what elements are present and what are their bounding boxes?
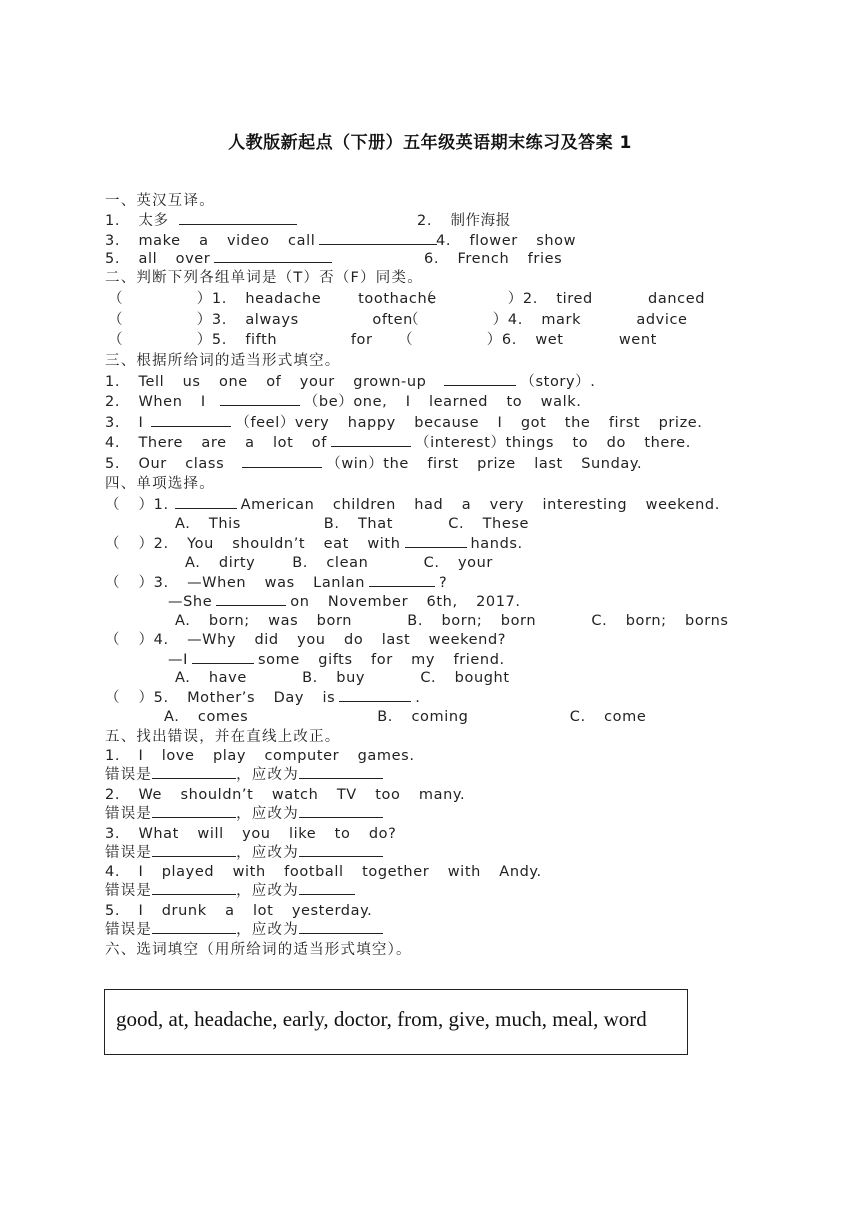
s4-q5-text: （ ）5. Mother’s Day is [105, 690, 336, 706]
answer-blank[interactable] [369, 574, 435, 587]
s1-item-5 [105, 250, 336, 268]
s3-item-2-hint: （be）one, I learned to walk. [303, 394, 582, 410]
s1-item-4: 4. flower show [436, 233, 577, 249]
s3-item-3-hint: （feel）very happy because I got the first prize. [235, 415, 703, 431]
s5-sentence-1: 1. I love play computer games. [105, 748, 415, 764]
section-5-heading: 五、找出错误，并在直线上改正。 [105, 729, 341, 745]
s4-q3-text: （ ）3. —When was Lanlan [105, 575, 366, 591]
s2-item-3: （ ）3. always often [108, 312, 413, 328]
section-3-heading: 三、根据所给词的适当形式填空。 [105, 353, 341, 369]
s1-item-3-text: 3. make a video call [105, 233, 316, 249]
s4-q4-reply-end: some gifts for my friend. [257, 652, 505, 668]
fix-label: ，应改为 [236, 806, 299, 822]
s4-q3-reply-end: on November 6th, 2017. [290, 594, 521, 610]
answer-blank[interactable] [151, 414, 231, 427]
s1-item-2: 2. 制作海报 [417, 213, 511, 229]
answer-blank[interactable] [220, 393, 300, 406]
s4-q3-reply: —She [168, 594, 213, 610]
s5-correction-4 [105, 882, 355, 900]
s3-item-5 [105, 455, 642, 473]
answer-blank[interactable] [339, 689, 411, 702]
error-label: 错误是 [105, 767, 153, 783]
s2-item-4: （ ）4. mark advice [404, 312, 688, 328]
s3-item-3 [105, 414, 703, 432]
error-label: 错误是 [105, 883, 153, 899]
error-label: 错误是 [105, 806, 153, 822]
s4-q1-text: American children had a very interesting weekend. [240, 497, 720, 513]
s5-correction-2 [105, 805, 383, 823]
s4-q3-text-end: ? [439, 575, 448, 591]
answer-blank[interactable] [216, 593, 286, 606]
answer-blank[interactable] [444, 373, 516, 386]
s4-question-2 [105, 535, 523, 553]
s3-item-1-hint: （story）. [520, 374, 596, 390]
s5-correction-3 [105, 844, 383, 862]
s5-sentence-3: 3. What will you like to do? [105, 826, 397, 842]
error-blank[interactable] [152, 921, 236, 934]
s3-item-1 [105, 373, 595, 391]
answer-blank[interactable] [242, 455, 322, 468]
s3-item-1-text: 1. Tell us one of your grown-up [105, 374, 427, 390]
error-label: 错误是 [105, 845, 153, 861]
s3-item-2-text: 2. When I [105, 394, 206, 410]
s4-q5-options: A. comes B. coming C. come [164, 709, 647, 725]
error-blank[interactable] [152, 882, 236, 895]
fix-blank[interactable] [299, 844, 383, 857]
answer-blank[interactable] [319, 232, 437, 245]
s4-q3-options: A. born; was born B. born; born C. born; borns [175, 613, 729, 629]
s4-question-5 [105, 689, 420, 707]
error-blank[interactable] [152, 844, 236, 857]
answer-blank[interactable] [175, 496, 237, 509]
s4-question-3 [105, 574, 447, 592]
answer-blank[interactable] [179, 212, 297, 225]
s5-correction-1 [105, 766, 383, 784]
s2-item-5: （ ）5. fifth for [108, 332, 373, 348]
s4-q4-reply: —I [168, 652, 188, 668]
s1-item-5-text: 5. all over [105, 251, 211, 267]
section-4-heading: 四、单项选择。 [105, 476, 215, 492]
s5-correction-5 [105, 921, 383, 939]
s2-item-6: （ ）6. wet went [398, 332, 657, 348]
s3-item-5-hint: （win）the first prize last Sunday. [326, 456, 643, 472]
answer-blank[interactable] [331, 434, 411, 447]
fix-label: ，应改为 [236, 767, 299, 783]
fix-blank[interactable] [299, 921, 383, 934]
fix-blank[interactable] [299, 766, 383, 779]
error-blank[interactable] [152, 766, 236, 779]
section-2-heading: 二、判断下列各组单词是（T）否（F）同类。 [105, 270, 423, 286]
s3-item-5-text: 5. Our class [105, 456, 225, 472]
s5-sentence-2: 2. We shouldn’t watch TV too many. [105, 787, 466, 803]
s4-q4-options: A. have B. buy C. bought [175, 670, 510, 686]
fix-blank[interactable] [299, 882, 355, 895]
s4-q5-text-end: . [415, 690, 421, 706]
section-6-heading: 六、选词填空（用所给词的适当形式填空）。 [105, 942, 412, 958]
fix-blank[interactable] [299, 805, 383, 818]
s2-item-1: （ ）1. headache toothache [108, 291, 437, 307]
s1-item-3 [105, 232, 441, 250]
s1-item-1 [105, 212, 301, 230]
fix-label: ，应改为 [236, 922, 299, 938]
s3-item-4 [105, 434, 691, 452]
s5-sentence-4: 4. I played with football together with Andy. [105, 864, 542, 880]
s3-item-3-text: 3. I [105, 415, 144, 431]
s4-q1-options: A. This B. That C. These [175, 516, 530, 532]
answer-blank[interactable] [405, 535, 467, 548]
s1-item-1-text: 1. 太多 [105, 213, 169, 229]
s4-q3-answer-line [168, 593, 521, 611]
error-label: 错误是 [105, 922, 153, 938]
s4-question-1 [105, 496, 720, 514]
section-1-heading: 一、英汉互译。 [105, 193, 215, 209]
s3-item-4-hint: （interest）things to do there. [414, 435, 691, 451]
page-title: 人教版新起点（下册）五年级英语期末练习及答案 1 [228, 133, 632, 153]
s3-item-2 [105, 393, 581, 411]
s3-item-4-text: 4. There are a lot of [105, 435, 327, 451]
s4-q1-number: （ ）1. [105, 497, 169, 513]
word-bank-text: good, at, headache, early, doctor, from, give, much, meal, word [116, 1007, 647, 1031]
fix-label: ，应改为 [236, 845, 299, 861]
s4-question-4: （ ）4. —Why did you do last weekend? [105, 632, 507, 648]
s2-item-2: （ ）2. tired danced [419, 291, 706, 307]
fix-label: ，应改为 [236, 883, 299, 899]
s4-q2-text-end: hands. [470, 536, 523, 552]
s4-q2-text: （ ）2. You shouldn’t eat with [105, 536, 401, 552]
word-bank-box [104, 989, 688, 1055]
s4-q4-answer-line [168, 651, 505, 669]
s5-sentence-5: 5. I drunk a lot yesterday. [105, 903, 373, 919]
s1-item-6: 6. French fries [424, 251, 563, 267]
answer-blank[interactable] [192, 651, 254, 664]
s4-q2-options: A. dirty B. clean C. your [185, 555, 493, 571]
error-blank[interactable] [152, 805, 236, 818]
answer-blank[interactable] [214, 250, 332, 263]
